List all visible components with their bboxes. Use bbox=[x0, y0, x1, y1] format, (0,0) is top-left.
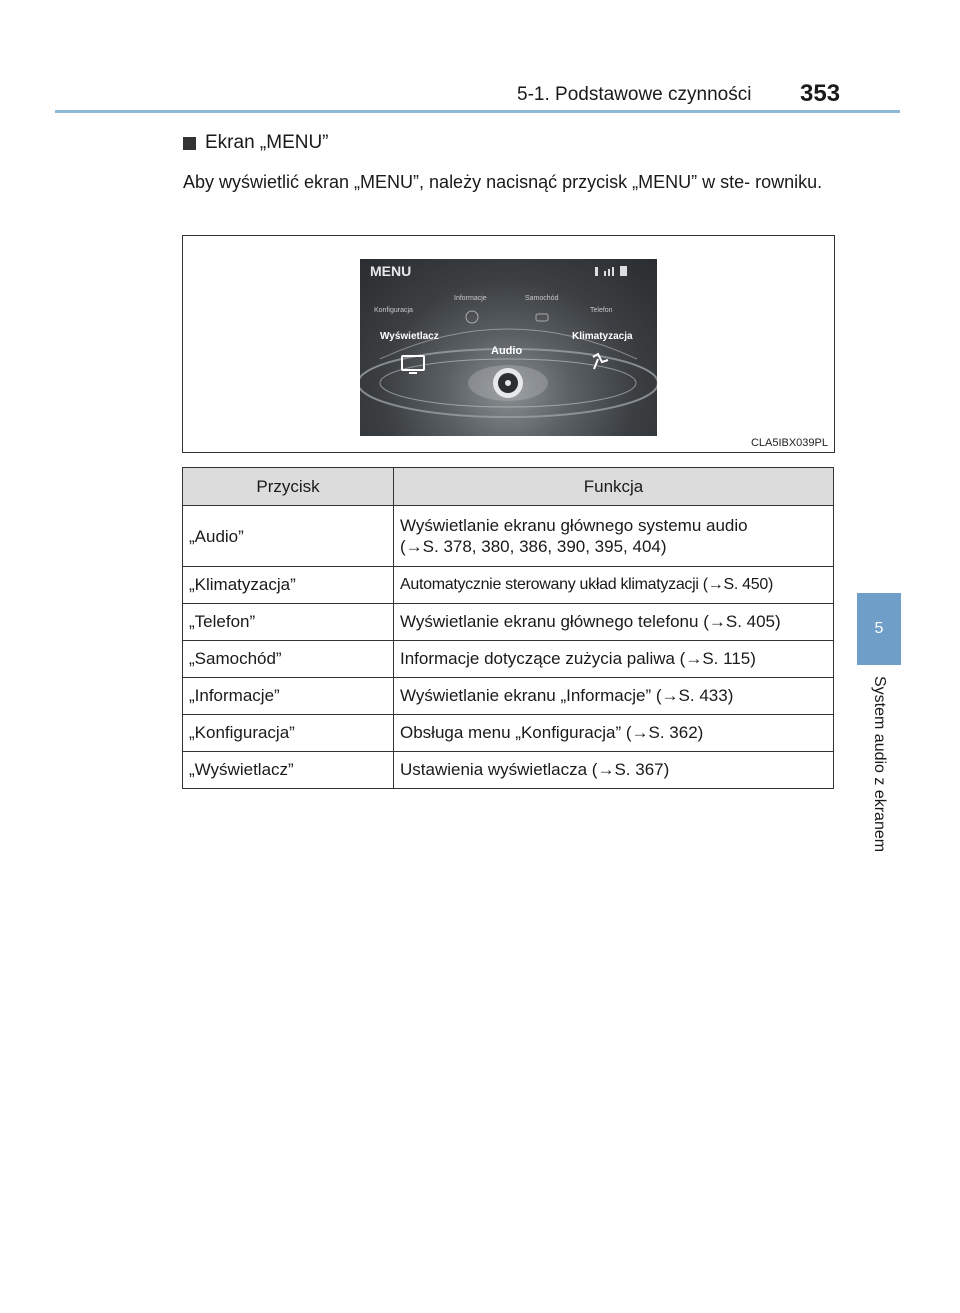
table-row bbox=[183, 641, 834, 678]
button-cell: „Samochód” bbox=[183, 641, 394, 678]
menu-item-konfiguracja: Konfiguracja bbox=[374, 307, 413, 314]
table-row bbox=[183, 567, 834, 604]
menu-screen bbox=[360, 259, 657, 436]
table-row bbox=[183, 752, 834, 789]
header-section-title: 5-1. Podstawowe czynności bbox=[517, 84, 752, 105]
menu-item-samochod: Samochód bbox=[525, 295, 559, 302]
column-header-funkcja: Funkcja bbox=[394, 468, 834, 506]
chapter-tab: 5 bbox=[857, 593, 901, 665]
table-row bbox=[183, 506, 834, 567]
header-rule bbox=[55, 110, 900, 113]
function-cell: Wyświetlanie ekranu „Informacje” (→S. 433) bbox=[394, 678, 834, 715]
function-cell: Ustawienia wyświetlacza (→S. 367) bbox=[394, 752, 834, 789]
section-paragraph: Aby wyświetlić ekran „MENU”, należy nacisnąć przycisk „MENU” w ste- rowniku. bbox=[183, 172, 823, 192]
button-cell: „Audio” bbox=[183, 506, 394, 567]
menu-item-audio: Audio bbox=[491, 345, 523, 357]
function-cell: Informacje dotyczące zużycia paliwa (→S. 115) bbox=[394, 641, 834, 678]
section-heading bbox=[183, 132, 329, 154]
menu-item-wyswietlacz: Wyświetlacz bbox=[380, 331, 439, 342]
menu-item-informacje: Informacje bbox=[454, 295, 487, 302]
function-cell: Automatycznie sterowany układ klimatyzacji (→S. 450) bbox=[394, 567, 834, 604]
column-header-przycisk: Przycisk bbox=[183, 468, 394, 506]
function-line: (→S. 378, 380, 386, 390, 395, 404) bbox=[400, 537, 667, 556]
button-cell: „Konfiguracja” bbox=[183, 715, 394, 752]
figure-code: CLA5IBX039PL bbox=[750, 437, 828, 449]
menu-screen-figure bbox=[182, 235, 835, 453]
page-number: 353 bbox=[800, 80, 841, 107]
function-cell: Wyświetlanie ekranu głównego telefonu (→S. 405) bbox=[394, 604, 834, 641]
chapter-label-container bbox=[848, 676, 908, 866]
button-cell: „Informacje” bbox=[183, 678, 394, 715]
table-row bbox=[183, 715, 834, 752]
function-cell: Obsługa menu „Konfiguracja” (→S. 362) bbox=[394, 715, 834, 752]
button-cell: „Wyświetlacz” bbox=[183, 752, 394, 789]
menu-item-klimatyzacja: Klimatyzacja bbox=[572, 331, 633, 342]
table-row bbox=[183, 604, 834, 641]
screen-title: MENU bbox=[370, 263, 412, 279]
function-cell bbox=[394, 506, 834, 567]
table-header-row bbox=[183, 468, 834, 506]
function-table bbox=[182, 467, 834, 789]
chapter-label: System audio z ekranem bbox=[871, 676, 888, 853]
menu-item-telefon: Telefon bbox=[590, 307, 613, 314]
button-cell: „Telefon” bbox=[183, 604, 394, 641]
square-bullet-icon bbox=[183, 137, 196, 150]
button-cell: „Klimatyzacja” bbox=[183, 567, 394, 604]
function-line: Wyświetlanie ekranu głównego systemu audio bbox=[400, 516, 748, 535]
section-title: Ekran „MENU” bbox=[205, 132, 329, 153]
table-row bbox=[183, 678, 834, 715]
